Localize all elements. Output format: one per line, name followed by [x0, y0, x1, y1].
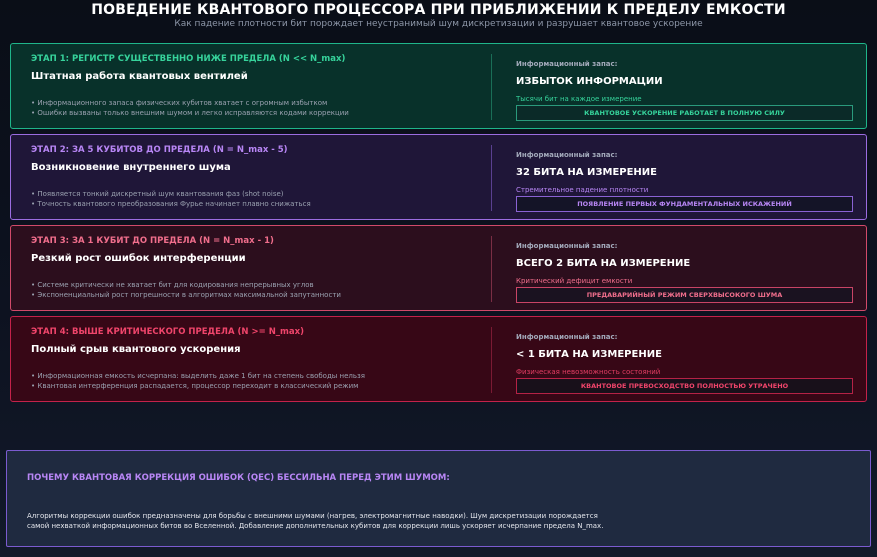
bullet-item: • Появляется тонкий дискретный шум квантования фаз (shot noise) — [31, 190, 284, 198]
stage-card-2 — [10, 134, 867, 220]
qec-explanation-panel — [6, 450, 871, 547]
qec-title: ПОЧЕМУ КВАНТОВАЯ КОРРЕКЦИЯ ОШИБОК (QEC) БЕССИЛЬНА ПЕРЕД ЭТИМ ШУМОМ: — [27, 473, 450, 483]
info-value: < 1 БИТА НА ИЗМЕРЕНИЕ — [516, 349, 662, 360]
bullet-item: • Экспоненциальный рост погрешности в алгоритмах максимальной запутанности — [31, 291, 341, 299]
info-label: Информационный запас: — [516, 333, 618, 341]
status-badge: ПОЯВЛЕНИЕ ПЕРВЫХ ФУНДАМЕНТАЛЬНЫХ ИСКАЖЕНИЙ — [516, 196, 853, 212]
stage-title: Резкий рост ошибок интерференции — [31, 253, 246, 264]
qec-text-line: Алгоритмы коррекции ошибок предназначены для борьбы с внешними шумами (нагрев, электромагнитные наводки). Шум дискретизации порождается — [27, 512, 598, 520]
qec-text — [27, 512, 847, 531]
stage-description — [31, 135, 481, 219]
stage-title: Возникновение внутреннего шума — [31, 162, 231, 173]
stage-card-3 — [10, 225, 867, 311]
bullet-item: • Квантовая интерференция распадается, процессор переходит в классический режим — [31, 382, 359, 390]
stage-bullets — [31, 189, 311, 209]
bullet-item: • Ошибки вызваны только внешним шумом и легко исправляются кодами коррекции — [31, 109, 349, 117]
stage-divider — [491, 236, 492, 302]
stage-divider — [491, 145, 492, 211]
stage-heading: ЭТАП 4: ВЫШЕ КРИТИЧЕСКОГО ПРЕДЕЛА (N >= N_max) — [31, 327, 305, 337]
status-badge: КВАНТОВОЕ ПРЕВОСХОДСТВО ПОЛНОСТЬЮ УТРАЧЕНО — [516, 378, 853, 394]
stage-bullets — [31, 280, 341, 300]
stage-title: Полный срыв квантового ускорения — [31, 344, 241, 355]
info-label: Информационный запас: — [516, 60, 618, 68]
info-panel — [516, 317, 853, 401]
info-subtext: Тысячи бит на каждое измерение — [516, 95, 642, 103]
stage-description — [31, 44, 481, 128]
stage-card-4 — [10, 316, 867, 402]
info-panel — [516, 226, 853, 310]
bullet-item: • Точность квантового преобразования Фурье начинает плавно снижаться — [31, 200, 311, 208]
bullet-item: • Системе критически не хватает бит для кодирования непрерывных углов — [31, 281, 314, 289]
stage-title: Штатная работа квантовых вентилей — [31, 71, 248, 82]
stage-bullets — [31, 98, 349, 118]
info-subtext: Критический дефицит емкости — [516, 277, 633, 285]
info-value: ИЗБЫТОК ИНФОРМАЦИИ — [516, 76, 663, 87]
bullet-item: • Информационного запаса физических кубитов хватает с огромным избытком — [31, 99, 328, 107]
stage-divider — [491, 54, 492, 120]
info-subtext: Физическая невозможность состояний — [516, 368, 661, 376]
stage-description — [31, 317, 481, 401]
page-title: ПОВЕДЕНИЕ КВАНТОВОГО ПРОЦЕССОРА ПРИ ПРИБЛИЖЕНИИ К ПРЕДЕЛУ ЕМКОСТИ — [91, 2, 786, 18]
info-panel — [516, 135, 853, 219]
stage-description — [31, 226, 481, 310]
stage-divider — [491, 327, 492, 393]
stage-heading: ЭТАП 3: ЗА 1 КУБИТ ДО ПРЕДЕЛА (N = N_max - 1) — [31, 236, 274, 246]
stage-bullets — [31, 371, 365, 391]
info-panel — [516, 44, 853, 128]
info-subtext: Стремительное падение плотности — [516, 186, 649, 194]
qec-text-line: самой нехваткой информационных битов во Вселенной. Добавление дополнительных кубитов для коррекции лишь ускоряет исчерпание предела N_max. — [27, 521, 604, 530]
info-value: ВСЕГО 2 БИТА НА ИЗМЕРЕНИЕ — [516, 258, 691, 269]
info-label: Информационный запас: — [516, 151, 618, 159]
stage-card-1 — [10, 43, 867, 129]
info-label: Информационный запас: — [516, 242, 618, 250]
status-badge: ПРЕДАВАРИЙНЫЙ РЕЖИМ СВЕРХВЫСОКОГО ШУМА — [516, 287, 853, 303]
stage-heading: ЭТАП 2: ЗА 5 КУБИТОВ ДО ПРЕДЕЛА (N = N_max - 5) — [31, 145, 288, 155]
page-header — [0, 2, 877, 29]
status-badge: КВАНТОВОЕ УСКОРЕНИЕ РАБОТАЕТ В ПОЛНУЮ СИЛУ — [516, 105, 853, 121]
bullet-item: • Информационная емкость исчерпана: выделить даже 1 бит на степень свободы нельзя — [31, 372, 365, 380]
info-value: 32 БИТА НА ИЗМЕРЕНИЕ — [516, 167, 658, 178]
page-subtitle: Как падение плотности бит порождает неустранимый шум дискретизации и разрушает квантовое ускорение — [174, 19, 703, 29]
stage-heading: ЭТАП 1: РЕГИСТР СУЩЕСТВЕННО НИЖЕ ПРЕДЕЛА (N << N_max) — [31, 54, 346, 64]
